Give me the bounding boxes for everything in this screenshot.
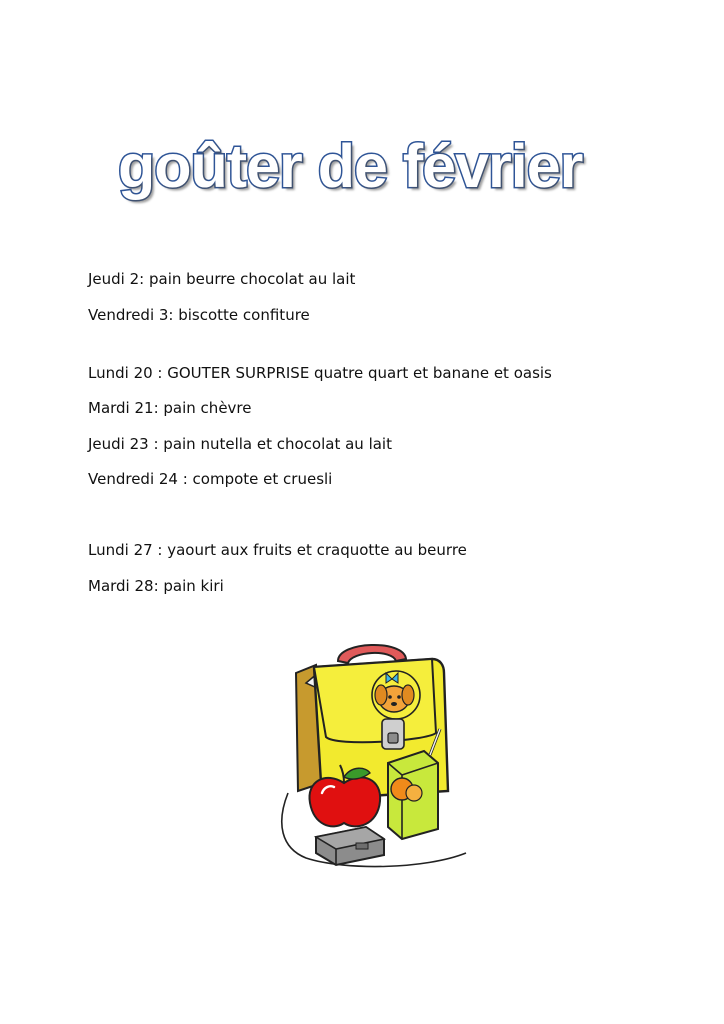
school-bag-illustration	[226, 633, 510, 877]
menu-entry: Jeudi 23 : pain nutella et chocolat au lait	[88, 435, 392, 453]
menu-entry: Vendredi 24 : compote et cruesli	[88, 470, 333, 488]
menu-entry: Jeudi 2: pain beurre chocolat au lait	[88, 270, 356, 288]
menu-entry: Lundi 20 : GOUTER SURPRISE quatre quart et banane et oasis	[88, 364, 552, 382]
apple	[309, 777, 380, 826]
menu-entry: Lundi 27 : yaourt aux fruits et craquotte au beurre	[88, 541, 467, 559]
menu-entry: Mardi 21: pain chèvre	[88, 399, 252, 417]
menu-entry: Mardi 28: pain kiri	[88, 577, 224, 595]
page-title: goûter de février	[118, 132, 583, 200]
menu-entry: Vendredi 3: biscotte confiture	[88, 306, 310, 324]
